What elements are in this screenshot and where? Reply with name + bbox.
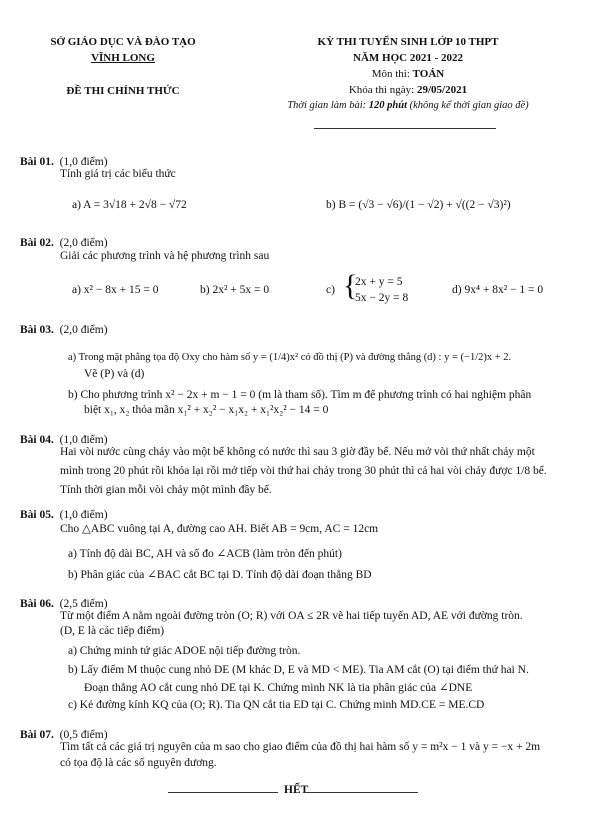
subject-line bbox=[288, 68, 528, 80]
exam-date-line bbox=[288, 84, 528, 96]
bai03-points: (2,0 điểm) bbox=[59, 324, 108, 336]
bai01-heading bbox=[20, 156, 108, 168]
bai06-part-c: c) Kẻ đường kính KQ của (O; R). Tia QN cắt tia ED tại C. Chứng minh MD.CE = ME.CD bbox=[68, 699, 485, 711]
time-note: (không kể thời gian giao đề) bbox=[407, 100, 529, 111]
bai04-heading bbox=[20, 434, 108, 446]
department-name: SỞ GIÁO DỤC VÀ ĐÀO TẠO bbox=[50, 36, 196, 48]
bai03-heading bbox=[20, 324, 108, 336]
exam-title: KỲ THI TUYỂN SINH LỚP 10 THPT bbox=[317, 36, 499, 48]
bai01-intro: Tính giá trị các biểu thức bbox=[60, 168, 176, 180]
bai05-part-a: a) Tính độ dài BC, AH và số đo ∠ACB (làm tròn đến phút) bbox=[68, 548, 342, 560]
bai07-points: (0,5 điểm) bbox=[59, 729, 108, 741]
exam-date-value: 29/05/2021 bbox=[417, 84, 468, 96]
bai03-part-b-line2: biệt x₁, x₂ thỏa mãn x₁² + x₂² − x₁x₂ + x₁²x₂² − 14 = 0 bbox=[84, 404, 329, 416]
bai01-title: Bài 01. bbox=[20, 156, 54, 168]
bai04-line2: mình trong 20 phút rồi khóa lại rồi mở tiếp vòi thứ hai chảy trong 30 phút thì cả hai vòi chảy được 1/8 bể. bbox=[60, 465, 547, 477]
bai05-part-b: b) Phân giác của ∠BAC cắt BC tại D. Tính độ dài đoạn thẳng BD bbox=[68, 569, 372, 581]
bai02-part-b: b) 2x² + 5x = 0 bbox=[200, 284, 270, 296]
bai02-title: Bài 02. bbox=[20, 237, 54, 249]
bai05-heading bbox=[20, 509, 108, 521]
bai06-title: Bài 06. bbox=[20, 598, 54, 610]
bai01-part-b: b) B = (√3 − √6)/(1 − √2) + √((2 − √3)²) bbox=[326, 199, 511, 211]
bai02-part-d: d) 9x⁴ + 8x² − 1 = 0 bbox=[452, 284, 544, 296]
bai06-intro-line1: Từ một điểm A nằm ngoài đường tròn (O; R) với OA ≤ 2R vẽ hai tiếp tuyến AD, AE với đường tròn. bbox=[60, 610, 523, 622]
bai03-part-a-line2: Vẽ (P) và (d) bbox=[84, 368, 145, 380]
bai05-title: Bài 05. bbox=[20, 509, 54, 521]
bai03-title: Bài 03. bbox=[20, 324, 54, 336]
bai02-heading bbox=[20, 237, 108, 249]
bai04-line3: Tính thời gian mỗi vòi chảy một mình đầy bể. bbox=[60, 484, 272, 496]
bai01-part-a: a) A = 3√18 + 2√8 − √72 bbox=[72, 199, 187, 211]
bai06-heading bbox=[20, 598, 108, 610]
bai07-line2: có tọa độ là các số nguyên dương. bbox=[60, 757, 217, 769]
bai06-part-b-line2: Đoạn thẳng AO cắt cung nhỏ DE tại K. Chứng minh NK là tia phân giác của ∠DNE bbox=[84, 682, 473, 694]
bai07-title: Bài 07. bbox=[20, 729, 54, 741]
bai06-points: (2,5 điểm) bbox=[59, 598, 108, 610]
time-value: 120 phút bbox=[368, 100, 407, 111]
system-brace-icon: { bbox=[343, 269, 358, 302]
bai05-points: (1,0 điểm) bbox=[59, 509, 108, 521]
bai04-points: (1,0 điểm) bbox=[59, 434, 108, 446]
end-marker: HẾT bbox=[284, 784, 309, 796]
subject-value: TOÁN bbox=[412, 68, 445, 80]
bai03-part-a-line1: a) Trong mặt phẳng tọa độ Oxy cho hàm số y = (1/4)x² có đồ thị (P) và đường thẳng (d) : y = (−1/2)x + 2. bbox=[68, 352, 512, 363]
bai02-part-c-label: c) bbox=[326, 284, 335, 296]
footer-line-left bbox=[168, 792, 278, 793]
bai04-title: Bài 04. bbox=[20, 434, 54, 446]
exam-date-label: Khóa thi ngày: bbox=[348, 84, 417, 96]
time-line bbox=[268, 100, 548, 111]
bai07-heading bbox=[20, 729, 108, 741]
bai06-part-b-line1: b) Lấy điểm M thuộc cung nhỏ DE (M khác D, E và MD < ME). Tia AM cắt (O) tại điểm thứ hai N. bbox=[68, 664, 529, 676]
footer-line-right bbox=[306, 792, 418, 793]
bai06-part-a: a) Chứng minh tứ giác ADOE nội tiếp đường tròn. bbox=[68, 645, 301, 657]
school-year: NĂM HỌC 2021 - 2022 bbox=[353, 52, 463, 64]
bai02-points: (2,0 điểm) bbox=[59, 237, 108, 249]
province-name: VĨNH LONG bbox=[91, 52, 155, 64]
bai01-points: (1,0 điểm) bbox=[59, 156, 108, 168]
bai02-part-c-eq2: 5x − 2y = 8 bbox=[355, 292, 409, 304]
bai03-part-b-line1: b) Cho phương trình x² − 2x + m − 1 = 0 (m là tham số). Tìm m để phương trình có hai nghiệm phân bbox=[68, 389, 532, 401]
header-divider bbox=[314, 128, 496, 129]
time-label: Thời gian làm bài: bbox=[287, 100, 369, 111]
official-exam-label: ĐỀ THI CHÍNH THỨC bbox=[66, 85, 180, 97]
bai04-line1: Hai vòi nước cùng chảy vào một bể không có nước thì sau 3 giờ đầy bể. Nếu mở vòi thứ nhất chảy một bbox=[60, 446, 535, 458]
bai02-part-c-eq1: 2x + y = 5 bbox=[355, 276, 403, 288]
subject-label: Môn thi: bbox=[371, 68, 413, 80]
bai05-intro: Cho △ABC vuông tại A, đường cao AH. Biết AB = 9cm, AC = 12cm bbox=[60, 523, 379, 535]
bai06-intro-line2: (D, E là các tiếp điểm) bbox=[60, 625, 165, 637]
bai07-line1: Tìm tất cả các giá trị nguyên của m sao cho giao điểm của đồ thị hai hàm số y = m²x − 1 và y = −x + 2m bbox=[60, 741, 541, 753]
bai02-part-a: a) x² − 8x + 15 = 0 bbox=[72, 284, 159, 296]
bai02-intro: Giải các phương trình và hệ phương trình sau bbox=[60, 250, 270, 262]
